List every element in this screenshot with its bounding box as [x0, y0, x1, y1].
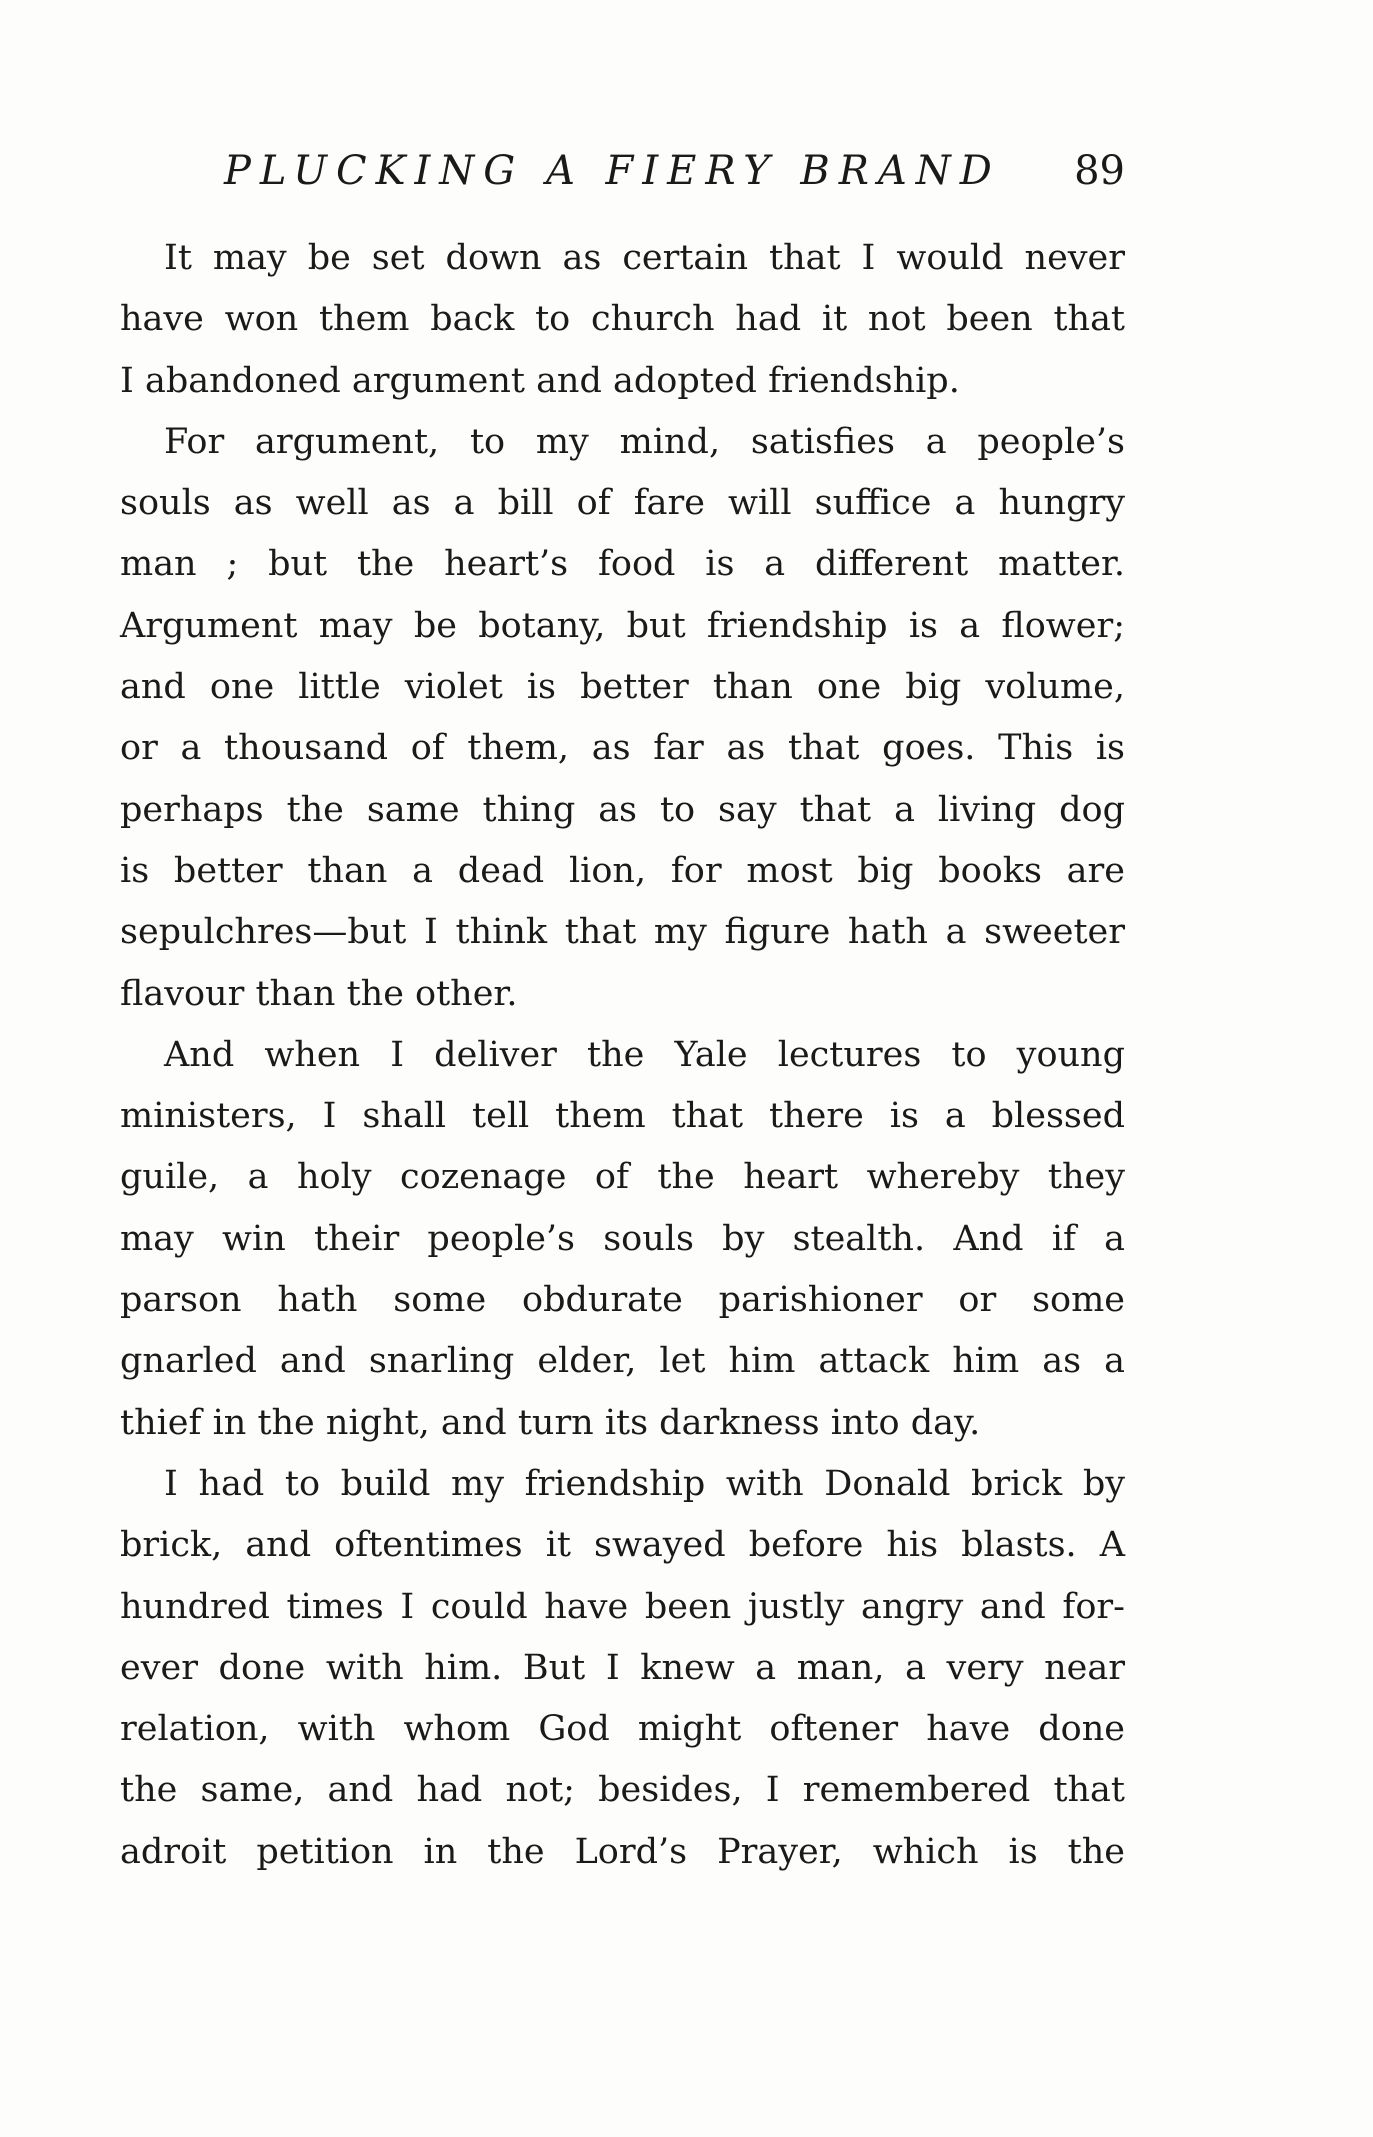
text-line: sepulchres—but I think that my figure hath a sweeter — [120, 912, 1125, 953]
paragraph-2 — [120, 412, 1125, 1025]
text-line: hundred times I could have been justly angry and for- — [120, 1586, 1125, 1627]
text-line: may win their people’s souls by stealth. And if a — [120, 1218, 1125, 1259]
text-line: souls as well as a bill of fare will suffice a hungry — [120, 483, 1125, 524]
text-line: the same, and had not; besides, I remembered that — [120, 1770, 1125, 1811]
text-line: man ; but the heart’s food is a different matter. — [120, 544, 1125, 585]
text-line: I abandoned argument and adopted friendship. — [120, 360, 960, 401]
text-line: I had to build my friendship with Donald brick by — [164, 1463, 1125, 1504]
text-line: It may be set down as certain that I would never — [164, 238, 1125, 278]
text-line: adroit petition in the Lord’s Prayer, which is the — [120, 1831, 1125, 1872]
text-line: brick, and oftentimes it swayed before his blasts. A — [120, 1525, 1125, 1566]
paragraph-3 — [120, 1025, 1125, 1454]
text-line: parson hath some obdurate parishioner or some — [120, 1280, 1125, 1321]
text-line: ministers, I shall tell them that there is a blessed — [120, 1096, 1125, 1137]
text-line: ever done with him. But I knew a man, a very near — [120, 1647, 1125, 1688]
text-line: For argument, to my mind, satisfies a people’s — [164, 421, 1125, 462]
text-line: guile, a holy cozenage of the heart whereby they — [120, 1157, 1125, 1198]
text-line: relation, with whom God might oftener have done — [120, 1709, 1125, 1750]
paragraph-1 — [120, 228, 1125, 412]
text-line: Argument may be botany, but friendship is a flower; — [120, 605, 1125, 646]
text-line: thief in the night, and turn its darkness into day. — [120, 1402, 981, 1443]
text-line: perhaps the same thing as to say that a living dog — [120, 789, 1125, 830]
text-line: gnarled and snarling elder, let him attack him as a — [120, 1341, 1125, 1382]
text-line: is better than a dead lion, for most big books are — [120, 850, 1125, 891]
text-line: or a thousand of them, as far as that goes. This is — [120, 728, 1125, 769]
paragraph-4 — [120, 1454, 1125, 1883]
page-number: 89 — [1074, 148, 1125, 194]
text-line: And when I deliver the Yale lectures to young — [164, 1034, 1125, 1075]
text-line: flavour than the other. — [120, 973, 518, 1014]
running-title: PLUCKING A FIERY BRAND — [224, 148, 1001, 194]
running-head — [120, 148, 1125, 208]
text-line: and one little violet is better than one big volume, — [120, 667, 1125, 708]
text-line: have won them back to church had it not been that — [120, 299, 1125, 340]
body-text — [120, 228, 1125, 1883]
